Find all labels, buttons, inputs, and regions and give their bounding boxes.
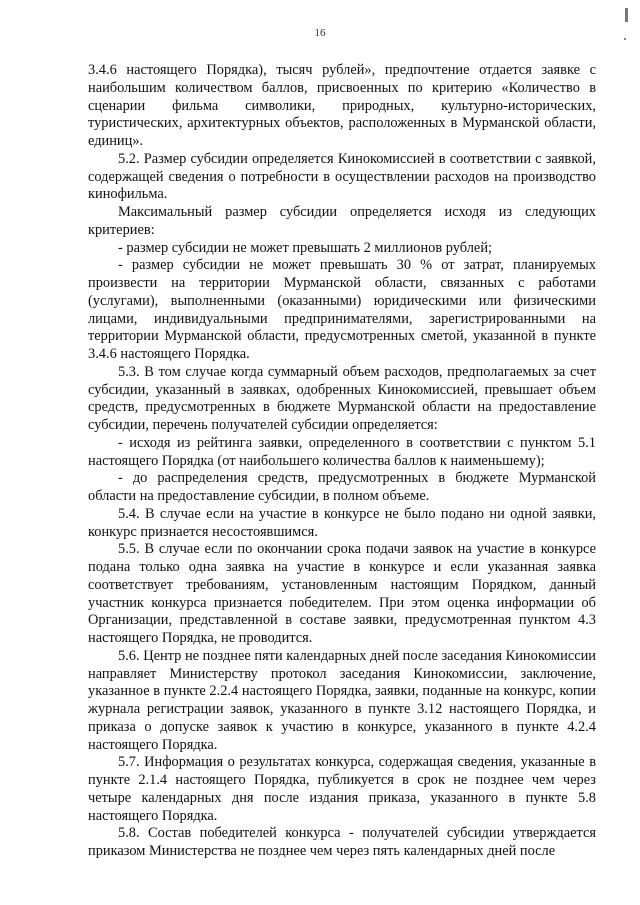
list-item: - до распределения средств, предусмотренных в бюджете Мурманской области на предоставление субсидии, в полном объеме. bbox=[88, 470, 596, 504]
paragraph: 5.6. Центр не позднее пяти календарных дней после заседания Кинокомиссии направляет Министерству протокол заседания Кинокомиссии, заключение, указанное в пункте 2.2.4 настоящего Порядка, заявки, поданные на конкурс, копии журнала регистрации заявок, указанного в пункте 3.12 настоящего Порядка, и приказа о допуске заявок к участию в конкурсе, указанного в пункте 4.2.4 настоящего Порядка. bbox=[88, 647, 596, 753]
scan-artifact bbox=[625, 8, 628, 22]
document-body bbox=[88, 62, 596, 861]
paragraph: 5.2. Размер субсидии определяется Кинокомиссией в соответствии с заявкой, содержащей сведения о потребности в осуществлении расходов на производство кинофильма. bbox=[88, 150, 596, 203]
paragraph: 5.5. В случае если по окончании срока подачи заявок на участие в конкурсе подана только одна заявка на участие в конкурсе и если указанная заявка соответствует требованиям, установленным настоящим Порядком, данный участник конкурса признается победителем. При этом оценка информации об Организации, представленной в составе заявки, предусмотренная пунктом 4.3 настоящего Порядка, не проводится. bbox=[88, 541, 596, 646]
list-item: - размер субсидии не может превышать 2 миллионов рублей; bbox=[118, 239, 493, 256]
page-number: 16 bbox=[314, 27, 326, 39]
paragraph: Максимальный размер субсидии определяется исходя из следующих критериев: bbox=[88, 204, 596, 238]
paragraph: 5.4. В случае если на участие в конкурсе не было подано ни одной заявки, конкурс признается несостоявшимся. bbox=[88, 505, 596, 540]
paragraph: 3.4.6 настоящего Порядка), тысяч рублей», предпочтение отдается заявке с наибольшим количеством баллов, присвоенных по критерию «Количество в сценарии фильма символики, природных, культурно-исторических, туристических, архитектурных объектов, расположенных в Мурманской области, единиц». bbox=[88, 62, 596, 149]
list-item: - размер субсидии не может превышать 30 % от затрат, планируемых произвести на территории Мурманской области, связанных с работами (услугами), выполненными (оказанными) юридическими или физическими лицами, индивидуальными предпринимателями, зарегистрированными на территории Мурманской области, предусмотренных сметой, указанной в пункте 3.4.6 настоящего Порядка. bbox=[88, 257, 596, 362]
paragraph: 5.8. Состав победителей конкурса - получателей субсидии утверждается приказом Министерства не позднее чем через пять календарных дней после bbox=[88, 825, 596, 859]
list-item: - исходя из рейтинга заявки, определенного в соответствии с пунктом 5.1 настоящего Порядка (от наибольшего количества баллов к наименьшему); bbox=[88, 434, 596, 469]
paragraph: 5.7. Информация о результатах конкурса, содержащая сведения, указанные в пункте 2.1.4 настоящего Порядка, публикуется в срок не позднее чем через четыре календарных дня после издания приказа, указанного в пункте 5.8 настоящего Порядка. bbox=[88, 754, 596, 824]
paragraph: 5.3. В том случае когда суммарный объем расходов, предполагаемых за счет субсидии, указанный в заявках, одобренных Кинокомиссией, превышает объем средств, предусмотренных в бюджете Мурманской области на предоставление субсидии, перечень получателей субсидии определяется: bbox=[88, 363, 596, 433]
